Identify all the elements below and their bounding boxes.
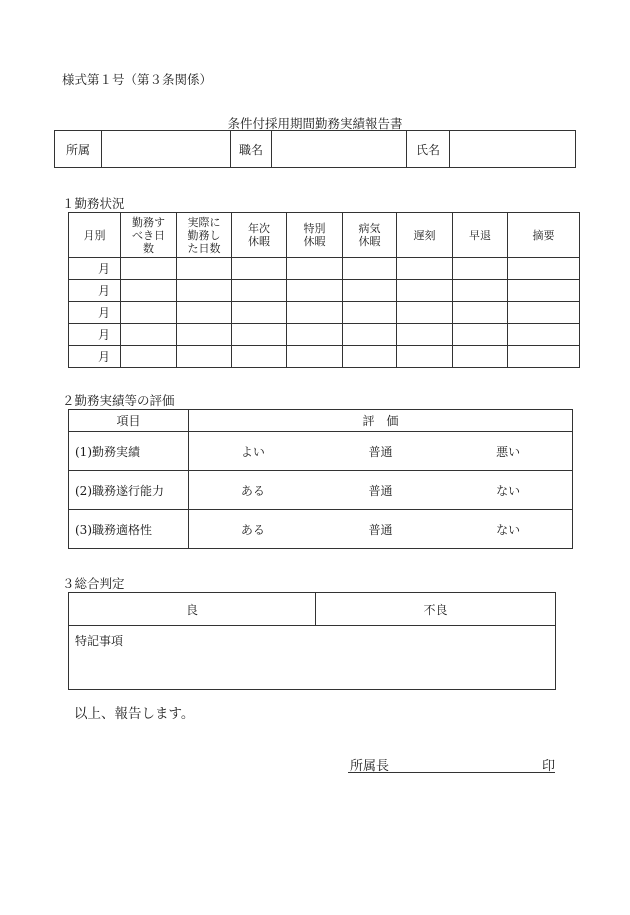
name-label: 氏名 [407, 131, 450, 168]
col-remarks: 摘要 [508, 213, 580, 258]
position-field[interactable] [272, 131, 407, 168]
table-row [69, 324, 580, 346]
cell[interactable] [508, 258, 580, 280]
cell[interactable] [287, 258, 343, 280]
cell[interactable] [453, 258, 508, 280]
rating-option-bad[interactable]: 悪い [496, 444, 521, 459]
cell[interactable] [177, 324, 232, 346]
col-sick-leave: 病気 休暇 [343, 213, 397, 258]
cell[interactable] [343, 258, 397, 280]
cell[interactable] [177, 346, 232, 368]
cell[interactable] [397, 302, 453, 324]
item-header: 項目 [69, 410, 189, 432]
cell[interactable] [177, 258, 232, 280]
closing-text: 以上、報告します。 [74, 706, 195, 722]
rating-options [189, 471, 573, 510]
rating-option-normal[interactable]: 普通 [368, 483, 393, 498]
cell[interactable] [121, 346, 177, 368]
attendance-header-row [69, 213, 580, 258]
cell[interactable] [343, 280, 397, 302]
col-required-days: 勤務す べき日 数 [121, 213, 177, 258]
item-label: (2)職務遂行能力 [69, 471, 189, 510]
cell[interactable] [453, 302, 508, 324]
judgment-row [69, 593, 556, 626]
col-special-leave: 特別 休暇 [287, 213, 343, 258]
cell[interactable] [287, 280, 343, 302]
cell[interactable] [232, 346, 287, 368]
signature-line[interactable] [348, 755, 555, 773]
form-number: 様式第１号（第３条関係） [62, 72, 213, 87]
cell[interactable] [121, 258, 177, 280]
table-row [69, 510, 573, 549]
cell[interactable] [343, 346, 397, 368]
judgment-bad[interactable]: 不良 [316, 593, 556, 626]
cell[interactable] [453, 324, 508, 346]
cell[interactable] [121, 302, 177, 324]
judgment-good[interactable]: 良 [69, 593, 316, 626]
cell[interactable] [397, 324, 453, 346]
rating-options [189, 432, 573, 471]
cell[interactable] [232, 324, 287, 346]
header-info-table [54, 130, 576, 168]
name-field[interactable] [450, 131, 576, 168]
table-row [69, 346, 580, 368]
cell[interactable] [121, 324, 177, 346]
cell[interactable] [232, 280, 287, 302]
rating-option-yes[interactable]: ある [240, 522, 265, 537]
overall-judgment-table [68, 592, 556, 690]
col-month: 月別 [69, 213, 121, 258]
col-late: 遅刻 [397, 213, 453, 258]
evaluation-header: 評 価 [189, 410, 573, 432]
cell[interactable] [177, 302, 232, 324]
notes-field[interactable] [69, 626, 556, 690]
item-label: (1)勤務実績 [69, 432, 189, 471]
signature-label: 所属長 [350, 759, 390, 774]
cell[interactable] [287, 302, 343, 324]
month-cell[interactable]: 月 [69, 258, 121, 280]
month-cell[interactable]: 月 [69, 302, 121, 324]
section1-heading: １勤務状況 [62, 196, 125, 211]
cell[interactable] [508, 346, 580, 368]
notes-row [69, 626, 556, 690]
month-cell[interactable]: 月 [69, 346, 121, 368]
month-cell[interactable]: 月 [69, 324, 121, 346]
month-cell[interactable]: 月 [69, 280, 121, 302]
rating-option-good[interactable]: よい [240, 444, 265, 459]
cell[interactable] [121, 280, 177, 302]
col-annual-leave: 年次 休暇 [232, 213, 287, 258]
section2-heading: ２勤務実績等の評価 [62, 393, 175, 408]
rating-option-yes[interactable]: ある [240, 483, 265, 498]
cell[interactable] [453, 346, 508, 368]
col-worked-days: 実際に 勤務し た日数 [177, 213, 232, 258]
cell[interactable] [508, 324, 580, 346]
attendance-table [68, 212, 580, 368]
affiliation-field[interactable] [102, 131, 231, 168]
cell[interactable] [453, 280, 508, 302]
item-label: (3)職務適格性 [69, 510, 189, 549]
cell[interactable] [508, 280, 580, 302]
affiliation-label: 所属 [55, 131, 102, 168]
cell[interactable] [508, 302, 580, 324]
cell[interactable] [287, 346, 343, 368]
rating-option-no[interactable]: ない [496, 522, 521, 537]
cell[interactable] [232, 258, 287, 280]
notes-label: 特記事項 [75, 634, 124, 648]
rating-options [189, 510, 573, 549]
cell[interactable] [177, 280, 232, 302]
table-row [69, 471, 573, 510]
cell[interactable] [232, 302, 287, 324]
cell[interactable] [397, 280, 453, 302]
table-row [69, 280, 580, 302]
cell[interactable] [397, 258, 453, 280]
rating-option-normal[interactable]: 普通 [368, 522, 393, 537]
col-early-leave: 早退 [453, 213, 508, 258]
rating-option-normal[interactable]: 普通 [368, 444, 393, 459]
cell[interactable] [343, 324, 397, 346]
rating-option-no[interactable]: ない [496, 483, 521, 498]
seal-mark: 印 [541, 759, 555, 774]
evaluation-table [68, 409, 573, 549]
table-row [69, 302, 580, 324]
table-row [69, 432, 573, 471]
cell[interactable] [287, 324, 343, 346]
cell[interactable] [397, 346, 453, 368]
evaluation-header-row [69, 410, 573, 432]
position-label: 職名 [231, 131, 272, 168]
table-row [69, 258, 580, 280]
document-title: 条件付採用期間勤務実績報告書 [227, 116, 403, 131]
cell[interactable] [343, 302, 397, 324]
section3-heading: ３総合判定 [62, 576, 125, 591]
